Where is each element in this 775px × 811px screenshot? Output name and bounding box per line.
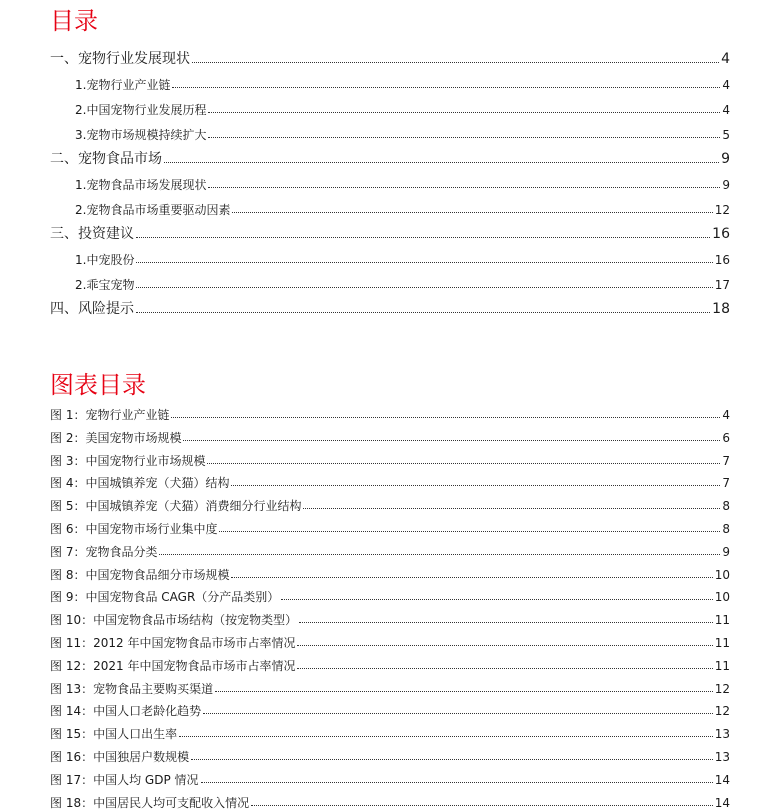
toc-subsection-entry-label: 2.宠物食品市场重要驱动因素 — [75, 203, 231, 217]
figure-list-entry-label: 图 10：中国宠物食品市场结构（按宠物类型） — [50, 613, 298, 628]
toc-subsection-entry[interactable] — [75, 173, 730, 193]
figure-list-entry-page-number: 6 — [722, 430, 730, 445]
toc-section-entry-page-number: 9 — [721, 151, 730, 167]
dot-leader — [303, 508, 720, 509]
toc-section-entry-label: 三、投资建议 — [50, 226, 134, 242]
toc-title: 目录 — [50, 7, 98, 35]
dot-leader — [179, 736, 713, 737]
toc-subsection-entry[interactable] — [75, 248, 730, 268]
figure-list-entry-label: 图 13：宠物食品主要购买渠道 — [50, 681, 214, 696]
toc-subsection-entry[interactable] — [75, 98, 730, 118]
toc-subsection-entry[interactable] — [75, 198, 730, 218]
figure-list-entry-label: 图 5：中国城镇养宠（犬猫）消费细分行业结构 — [50, 499, 302, 514]
toc-section-entry-label: 四、风险提示 — [50, 301, 134, 317]
dot-leader — [231, 577, 712, 578]
dot-leader — [208, 137, 720, 138]
figure-list-entry-label: 图 3：中国宠物行业市场规模 — [50, 453, 206, 468]
figure-list-entry-label: 图 15：中国人口出生率 — [50, 727, 178, 742]
toc-subsection-entry-label: 3.宠物市场规模持续扩大 — [75, 128, 207, 142]
toc-subsection-entry-label: 2.中国宠物行业发展历程 — [75, 103, 207, 117]
dot-leader — [251, 805, 713, 806]
figure-list-entry-page-number: 4 — [722, 408, 730, 422]
dot-leader — [203, 713, 713, 714]
dot-leader — [192, 62, 719, 63]
figure-list-entry-label: 图 11：2012 年中国宠物食品市场市占率情况 — [50, 636, 296, 650]
dot-leader — [299, 622, 713, 623]
toc-section-entry[interactable] — [50, 223, 730, 243]
figure-list-entry-label: 图 14：中国人口老龄化趋势 — [50, 704, 202, 719]
dot-leader — [215, 691, 713, 692]
figure-list-entry[interactable] — [50, 473, 730, 491]
dot-leader — [136, 237, 710, 238]
toc-subsection-entry-page-number: 9 — [722, 178, 730, 192]
toc-subsection-entry-label: 2.乖宝宠物 — [75, 278, 135, 292]
dot-leader — [231, 485, 720, 486]
figure-list-entry-label: 图 4：中国城镇养宠（犬猫）结构 — [50, 476, 230, 491]
figure-list-entry-page-number: 10 — [714, 590, 730, 605]
figure-list-entry[interactable] — [50, 633, 730, 651]
toc-subsection-entry-label: 1.宠物食品市场发展现状 — [75, 178, 207, 192]
toc-section-entry-label: 二、宠物食品市场 — [50, 151, 162, 167]
toc-subsection-entry-page-number: 4 — [722, 78, 730, 92]
figure-list-entry[interactable] — [50, 747, 730, 765]
figure-list-entry[interactable] — [50, 405, 730, 423]
figure-list-entry[interactable] — [50, 701, 730, 719]
figure-list-entry-label: 图 7：宠物食品分类 — [50, 544, 158, 559]
toc-section-entry-page-number: 18 — [712, 301, 730, 317]
figure-list-entry[interactable] — [50, 793, 730, 811]
figure-list-entry-page-number: 12 — [714, 704, 730, 719]
dot-leader — [183, 440, 720, 441]
toc-subsection-entry-page-number: 16 — [714, 253, 730, 267]
dot-leader — [201, 782, 713, 783]
figure-list-entry[interactable] — [50, 542, 730, 560]
toc-subsection-entry[interactable] — [75, 273, 730, 293]
dot-leader — [136, 287, 712, 288]
toc-section-entry-page-number: 16 — [712, 226, 730, 242]
toc-subsection-entry-label: 1.宠物行业产业链 — [75, 78, 171, 92]
figure-list-entry-page-number: 7 — [722, 476, 730, 491]
figure-list-entry[interactable] — [50, 428, 730, 446]
toc-section-entry[interactable] — [50, 148, 730, 168]
dot-leader — [159, 554, 720, 555]
toc-subsection-entry[interactable] — [75, 73, 730, 93]
figure-list-entry-page-number: 11 — [714, 658, 730, 673]
figure-list-entry-label: 图 8：中国宠物食品细分市场规模 — [50, 567, 230, 582]
toc-subsection-entry-page-number: 4 — [722, 103, 730, 117]
figure-list-entry-page-number: 8 — [722, 499, 730, 514]
figure-list-entry-label: 图 9：中国宠物食品 CAGR（分产品类别） — [50, 590, 280, 605]
figure-list-entry[interactable] — [50, 519, 730, 537]
figure-list-entry-page-number: 11 — [714, 636, 730, 650]
figure-list-entry[interactable] — [50, 496, 730, 514]
toc-section-entry-label: 一、宠物行业发展现状 — [50, 51, 190, 67]
figure-list-entry-label: 图 12：2021 年中国宠物食品市场市占率情况 — [50, 658, 296, 673]
dot-leader — [191, 759, 713, 760]
dot-leader — [281, 599, 712, 600]
dot-leader — [208, 187, 720, 188]
figure-list-entry-label: 图 17：中国人均 GDP 情况 — [50, 772, 199, 787]
dot-leader — [297, 645, 712, 646]
dot-leader — [297, 668, 712, 669]
figure-list-entry[interactable] — [50, 610, 730, 628]
figure-list-entry-label: 图 18：中国居民人均可支配收入情况 — [50, 795, 250, 810]
toc-section-entry[interactable] — [50, 298, 730, 318]
dot-leader — [171, 417, 720, 418]
toc-subsection-entry-page-number: 5 — [722, 128, 730, 142]
toc-subsection-entry-label: 1.中宠股份 — [75, 253, 135, 267]
figure-list-entry-page-number: 7 — [722, 453, 730, 468]
dot-leader — [207, 463, 720, 464]
figure-list-entry-label: 图 16：中国独居户数规模 — [50, 750, 190, 764]
figure-list-entry[interactable] — [50, 565, 730, 583]
figure-list-title: 图表目录 — [50, 371, 146, 399]
figure-list-entry[interactable] — [50, 656, 730, 674]
figure-list-entry-page-number: 10 — [714, 567, 730, 582]
figure-list-entry-page-number: 13 — [714, 750, 730, 764]
figure-list-entry-page-number: 14 — [714, 772, 730, 787]
figure-list-entry-label: 图 2：美国宠物市场规模 — [50, 430, 182, 445]
toc-section-entry[interactable] — [50, 48, 730, 68]
figure-list-entry-page-number: 9 — [722, 544, 730, 559]
dot-leader — [208, 112, 720, 113]
dot-leader — [219, 531, 720, 532]
dot-leader — [172, 87, 720, 88]
toc-subsection-entry-page-number: 17 — [714, 278, 730, 292]
figure-list-entry[interactable] — [50, 679, 730, 697]
figure-list-entry-label: 图 1：宠物行业产业链 — [50, 408, 170, 422]
figure-list-entry[interactable] — [50, 587, 730, 605]
figure-list-entry-page-number: 12 — [714, 681, 730, 696]
figure-list-entry-page-number: 11 — [714, 613, 730, 628]
toc-section-entry-page-number: 4 — [721, 51, 730, 67]
figure-list-entry-page-number: 13 — [714, 727, 730, 742]
figure-list-entry[interactable] — [50, 770, 730, 788]
dot-leader — [164, 162, 719, 163]
figure-list-entry[interactable] — [50, 451, 730, 469]
dot-leader — [232, 212, 712, 213]
toc-subsection-entry-page-number: 12 — [714, 203, 730, 217]
toc-subsection-entry[interactable] — [75, 123, 730, 143]
figure-list-entry-page-number: 8 — [722, 522, 730, 536]
dot-leader — [136, 262, 712, 263]
dot-leader — [136, 312, 710, 313]
figure-list-entry-label: 图 6：中国宠物市场行业集中度 — [50, 522, 218, 536]
figure-list-entry[interactable] — [50, 724, 730, 742]
figure-list-entry-page-number: 14 — [714, 795, 730, 810]
